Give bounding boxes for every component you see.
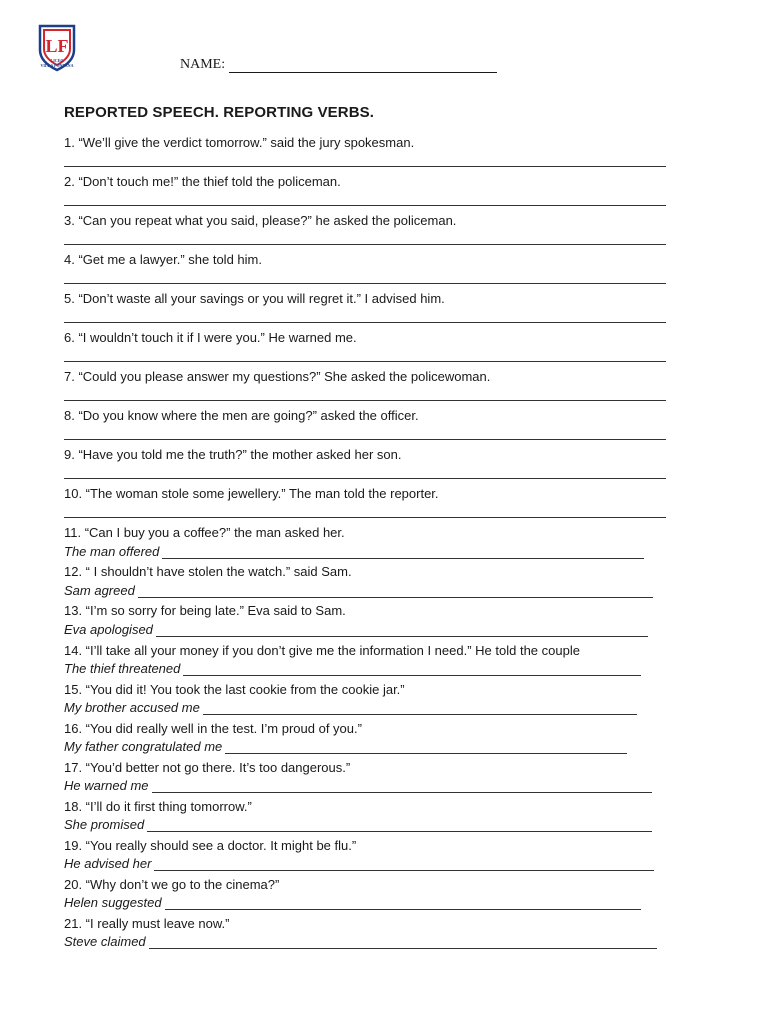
answer-line[interactable]	[64, 439, 666, 440]
exercise-prompt: 3. “Can you repeat what you said, please?” he asked the policeman.	[64, 213, 457, 228]
answer-stem: The thief threatened	[64, 661, 181, 676]
answer-stem: The man offered	[64, 544, 160, 559]
answer-row	[64, 739, 627, 754]
answer-line[interactable]	[64, 283, 666, 284]
answer-blank[interactable]	[225, 741, 627, 754]
answer-blank[interactable]	[162, 546, 644, 559]
answer-row	[64, 895, 641, 910]
answer-stem: He warned me	[64, 778, 149, 793]
exercise-prompt: 4. “Get me a lawyer.” she told him.	[64, 252, 262, 267]
name-label: NAME:	[180, 57, 226, 72]
exercise-prompt: 21. “I really must leave now.”	[64, 916, 230, 931]
answer-line[interactable]	[64, 478, 666, 479]
answer-blank[interactable]	[165, 897, 641, 910]
answer-row	[64, 700, 637, 715]
answer-row	[64, 544, 644, 559]
answer-stem: Helen suggested	[64, 895, 162, 910]
worksheet-title: REPORTED SPEECH. REPORTING VERBS.	[64, 104, 375, 121]
answer-row	[64, 856, 654, 871]
answer-blank[interactable]	[203, 702, 637, 715]
answer-blank[interactable]	[183, 663, 641, 676]
answer-stem: Eva apologised	[64, 622, 153, 637]
exercise-prompt: 1. “We’ll give the verdict tomorrow.” said the jury spokesman.	[64, 135, 415, 150]
answer-stem: My brother accused me	[64, 700, 200, 715]
logo-caption: LICEO VILLA FONTANA	[40, 58, 74, 68]
answer-line[interactable]	[64, 244, 666, 245]
answer-row	[64, 622, 648, 637]
answer-line[interactable]	[64, 361, 666, 362]
exercise-prompt: 16. “You did really well in the test. I’m proud of you.”	[64, 721, 362, 736]
answer-stem: My father congratulated me	[64, 739, 223, 754]
logo-letters: LF	[45, 36, 69, 56]
name-field	[180, 57, 497, 73]
answer-row	[64, 661, 641, 676]
exercise-prompt: 18. “I’ll do it first thing tomorrow.”	[64, 799, 252, 814]
answer-row	[64, 583, 653, 598]
answer-stem: She promised	[64, 817, 145, 832]
exercise-prompt: 10. “The woman stole some jewellery.” The man told the reporter.	[64, 486, 439, 501]
exercise-prompt: 13. “I’m so sorry for being late.” Eva said to Sam.	[64, 603, 346, 618]
exercise-prompt: 15. “You did it! You took the last cookie from the cookie jar.”	[64, 682, 405, 697]
name-blank-line[interactable]	[229, 58, 497, 73]
exercise-prompt: 12. “ I shouldn’t have stolen the watch.” said Sam.	[64, 564, 352, 579]
answer-blank[interactable]	[138, 585, 653, 598]
exercise-prompt: 5. “Don’t waste all your savings or you will regret it.” I advised him.	[64, 291, 445, 306]
answer-blank[interactable]	[152, 780, 652, 793]
exercise-prompt: 6. “I wouldn’t touch it if I were you.” He warned me.	[64, 330, 357, 345]
exercise-prompt: 20. “Why don’t we go to the cinema?”	[64, 877, 280, 892]
answer-stem: Sam agreed	[64, 583, 135, 598]
exercise-prompt: 9. “Have you told me the truth?” the mother asked her son.	[64, 447, 402, 462]
answer-blank[interactable]	[147, 819, 652, 832]
exercise-prompt: 19. “You really should see a doctor. It might be flu.”	[64, 838, 357, 853]
answer-line[interactable]	[64, 322, 666, 323]
exercise-prompt: 8. “Do you know where the men are going?” asked the officer.	[64, 408, 419, 423]
answer-line[interactable]	[64, 517, 666, 518]
answer-row	[64, 817, 652, 832]
exercise-prompt: 17. “You’d better not go there. It’s too dangerous.”	[64, 760, 351, 775]
exercise-prompt: 7. “Could you please answer my questions?” She asked the policewoman.	[64, 369, 491, 384]
answer-blank[interactable]	[154, 858, 654, 871]
exercise-prompt: 11. “Can I buy you a coffee?” the man asked her.	[64, 525, 345, 540]
exercise-prompt: 2. “Don’t touch me!” the thief told the policeman.	[64, 174, 341, 189]
answer-blank[interactable]	[156, 624, 648, 637]
answer-row	[64, 934, 657, 949]
answer-line[interactable]	[64, 400, 666, 401]
answer-line[interactable]	[64, 166, 666, 167]
answer-stem: He advised her	[64, 856, 152, 871]
exercise-prompt: 14. “I’ll take all your money if you don’t give me the information I need.” He told the couple	[64, 643, 580, 658]
answer-row	[64, 778, 652, 793]
answer-blank[interactable]	[149, 936, 657, 949]
answer-line[interactable]	[64, 205, 666, 206]
answer-stem: Steve claimed	[64, 934, 146, 949]
